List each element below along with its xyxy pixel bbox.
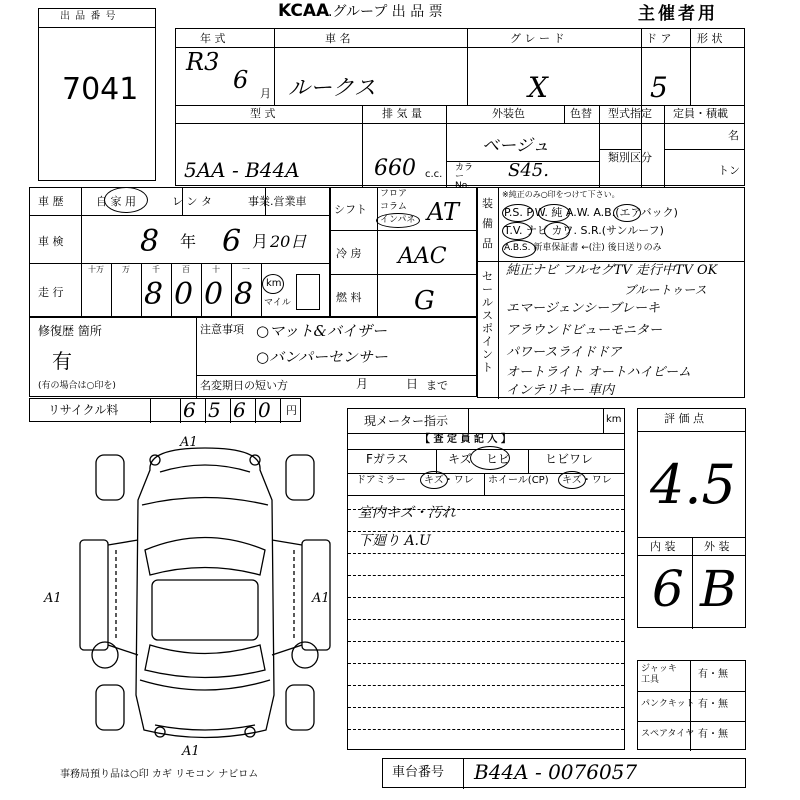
year-month: 6 bbox=[233, 66, 249, 94]
notes-label: 注意事項 bbox=[200, 323, 244, 336]
glass-label: Fガラス bbox=[366, 452, 409, 466]
glass-option-cracked: ヒビワレ bbox=[545, 452, 594, 466]
glass-option-crack: ヒビ bbox=[486, 452, 511, 466]
inspector-section-title: 【 査 定 員 記 入 】 bbox=[420, 434, 511, 445]
mirror-options: キズ・ワレ bbox=[424, 475, 474, 486]
meter-unit: km bbox=[606, 414, 622, 425]
mileage-label: 走 行 bbox=[38, 286, 64, 299]
repair-value: 有 bbox=[52, 349, 72, 373]
equipment-label: 装備品 bbox=[482, 197, 493, 250]
wheel-label: ホイール(CP) bbox=[488, 475, 549, 486]
doors-header: ド ア bbox=[646, 32, 672, 45]
spare-value: 有・無 bbox=[698, 729, 728, 740]
type-designation-header: 型式指定 bbox=[608, 107, 652, 120]
digit-label-1k: 千 bbox=[152, 265, 160, 274]
inspection-month: 6 bbox=[222, 224, 242, 259]
chassis-number: B44A - 0076057 bbox=[474, 760, 638, 784]
year-era: R3 bbox=[186, 48, 220, 76]
jack-value: 有・無 bbox=[698, 669, 728, 680]
aircon-value: AAC bbox=[398, 244, 447, 269]
mirror-label: ドアミラー bbox=[356, 475, 406, 486]
equipment-note: ※純正のみ○印をつけて下さい。 bbox=[502, 190, 620, 199]
inspector-remark: 下廻り A.U bbox=[358, 533, 431, 549]
inspection-day: 20日 bbox=[270, 232, 307, 251]
expiry-label: 名変期日の短い方 bbox=[200, 379, 288, 392]
mileage-extra-box bbox=[296, 274, 320, 310]
mirror-circle-mark bbox=[420, 471, 448, 489]
inspector-remark: 室内キズ・汚れ bbox=[358, 505, 456, 521]
expiry-day: 日 bbox=[406, 377, 419, 391]
wheel-circle-mark bbox=[558, 471, 586, 489]
color-change-header: 色替 bbox=[570, 107, 592, 120]
km-circle-mark bbox=[262, 274, 284, 294]
sales-point: パワースライドドア bbox=[506, 345, 622, 360]
equipment-circle-navi bbox=[544, 222, 570, 240]
jack-label: ジャッキ工具 bbox=[641, 664, 677, 685]
persons-unit: 名 bbox=[728, 129, 739, 142]
history-business: 事業.営業車 bbox=[248, 195, 307, 208]
aircon-label: 冷 房 bbox=[336, 247, 362, 260]
wheel-options: キズ・ワレ bbox=[562, 475, 612, 486]
fuel-value: G bbox=[414, 286, 435, 316]
note-line: ○マット&バイザー bbox=[256, 322, 387, 340]
mileage-digit: 8 bbox=[144, 277, 164, 312]
shift-label: シフト bbox=[334, 203, 367, 216]
damage-mark-front: A1 bbox=[180, 435, 198, 450]
recycle-label: リサイクル料 bbox=[48, 403, 119, 417]
damage-mark-rear: A1 bbox=[182, 744, 200, 759]
body-type-header: 形 状 bbox=[697, 32, 723, 45]
fuel-label: 燃 料 bbox=[336, 291, 362, 304]
displacement-value: 660 bbox=[374, 156, 416, 181]
equipment-row1: P.S. P.W. 純 A.W. A.B.(エアバック) bbox=[504, 206, 678, 219]
equipment-row3: A.B.S. 新車保証書 ←(注) 後日送りのみ bbox=[504, 243, 662, 253]
vehicle-name: ルークス bbox=[288, 76, 376, 101]
chassis-label: 車台番号 bbox=[392, 765, 445, 780]
mileage-unit-mile: マイル bbox=[264, 298, 291, 308]
sales-point: インテリキー 車内 bbox=[506, 383, 615, 398]
puncture-label: パンクキット bbox=[641, 699, 695, 709]
damage-mark-right: A1 bbox=[312, 591, 330, 606]
sales-points-label: セールスポイント bbox=[482, 270, 493, 374]
interior-label: 内 装 bbox=[650, 540, 676, 553]
mileage-digit: 8 bbox=[234, 277, 254, 312]
lot-number-label: 出 品 番 号 bbox=[60, 11, 117, 22]
interior-score: 6 bbox=[652, 560, 684, 618]
color-no-label: カラー No. bbox=[455, 163, 474, 191]
vehicle-doors: 5 bbox=[650, 71, 668, 104]
vehicle-grade: X bbox=[528, 71, 548, 104]
name-header: 車 名 bbox=[325, 32, 351, 45]
glass-circle-mark bbox=[470, 446, 510, 470]
recycle-digit: 5 bbox=[208, 398, 221, 422]
equipment-circle-ps bbox=[502, 204, 534, 222]
displacement-header: 排 気 量 bbox=[382, 107, 422, 120]
damage-mark-left: A1 bbox=[44, 591, 62, 606]
mileage-digit: 0 bbox=[204, 277, 224, 312]
year-header: 年 式 bbox=[200, 32, 226, 45]
glass-option-scratch: キズ bbox=[448, 452, 472, 466]
exterior-color-header: 外装色 bbox=[492, 107, 525, 120]
kcaa-logo: KCAA bbox=[278, 1, 330, 21]
shift-circle-mark bbox=[376, 213, 420, 228]
sales-point: エマージェンシーブレーキ bbox=[506, 301, 660, 316]
year-month-unit: 月 bbox=[260, 87, 271, 100]
puncture-value: 有・無 bbox=[698, 699, 728, 710]
spare-label: スペアタイヤ bbox=[641, 729, 695, 739]
recycle-digit: 0 bbox=[258, 398, 271, 422]
digit-label-1: 一 bbox=[242, 265, 250, 274]
capacity-header: 定員・積載 bbox=[673, 107, 728, 120]
office-note: 事務局預り品は○印 カギ リモコン ナビロム bbox=[60, 769, 259, 780]
digit-label-100k: 十万 bbox=[88, 265, 104, 274]
repair-label: 修復歴 箇所 bbox=[38, 324, 102, 338]
recycle-digit: 6 bbox=[183, 398, 196, 422]
host-label: 主催者用 bbox=[638, 4, 718, 24]
equipment-circle-ab bbox=[613, 204, 641, 222]
car-damage-diagram bbox=[60, 430, 350, 760]
shift-value: AT bbox=[427, 198, 460, 226]
inspection-year-unit: 年 bbox=[180, 232, 197, 251]
recycle-unit: 円 bbox=[286, 404, 297, 417]
sales-point: オートライト オートハイビーム bbox=[506, 365, 691, 380]
lot-number: 7041 bbox=[62, 72, 139, 107]
mileage-digit: 0 bbox=[174, 277, 194, 312]
expiry-month: 月 bbox=[356, 377, 369, 391]
exterior-color: ベージュ bbox=[482, 136, 550, 156]
overall-score: 4.5 bbox=[650, 453, 736, 516]
displacement-unit: c.c. bbox=[425, 169, 443, 180]
note-line: ○バンパーセンサー bbox=[256, 348, 388, 366]
equipment-circle-pw bbox=[538, 204, 570, 222]
digit-label-10: 十 bbox=[212, 265, 220, 274]
history-circle-mark bbox=[104, 187, 148, 213]
equipment-circle-abs bbox=[502, 240, 536, 258]
recycle-digit: 6 bbox=[233, 398, 246, 422]
expiry-suffix: まで bbox=[426, 379, 448, 392]
tons-unit: トン bbox=[718, 164, 740, 177]
sales-point: 純正ナビ フルセグTV 走行中TV OK bbox=[506, 263, 718, 278]
color-no: S45. bbox=[508, 160, 549, 181]
sales-point: ブルートゥース bbox=[624, 283, 707, 297]
history-private: 自 家 用 bbox=[96, 195, 136, 208]
inspection-month-unit: 月 bbox=[252, 232, 269, 251]
equipment-row2: T.V. ナビ カワ. S.R.(サンルーフ) bbox=[504, 224, 664, 237]
meter-label: 現メーター指示 bbox=[364, 414, 449, 428]
equipment-circle-tv bbox=[502, 222, 532, 240]
history-label: 車 歴 bbox=[38, 195, 64, 208]
exterior-score: B bbox=[700, 560, 737, 618]
digit-label-10k: 万 bbox=[122, 265, 130, 274]
repair-note: (有の場合は○印を) bbox=[38, 381, 116, 391]
mileage-unit-km: km bbox=[266, 278, 282, 289]
history-rental: レ ン タ bbox=[172, 195, 212, 208]
score-label: 評 価 点 bbox=[664, 412, 704, 425]
sales-point: アラウンドビューモニター bbox=[506, 323, 663, 338]
form-title: .グループ 出 品 票 bbox=[328, 4, 443, 20]
model-type: 5AA - B44A bbox=[184, 158, 300, 182]
grade-header: グ レ ー ド bbox=[510, 32, 565, 45]
inspection-year: 8 bbox=[140, 224, 160, 259]
shift-column: コラム bbox=[380, 202, 407, 212]
model-type-header: 型 式 bbox=[250, 107, 276, 120]
digit-label-100: 百 bbox=[182, 265, 190, 274]
inspection-label: 車 検 bbox=[38, 235, 64, 248]
exterior-label: 外 装 bbox=[704, 540, 730, 553]
classification-header: 類別区分 bbox=[608, 151, 652, 164]
shift-inpane: インパネ bbox=[380, 215, 416, 225]
shift-floor: フロア bbox=[380, 189, 408, 199]
